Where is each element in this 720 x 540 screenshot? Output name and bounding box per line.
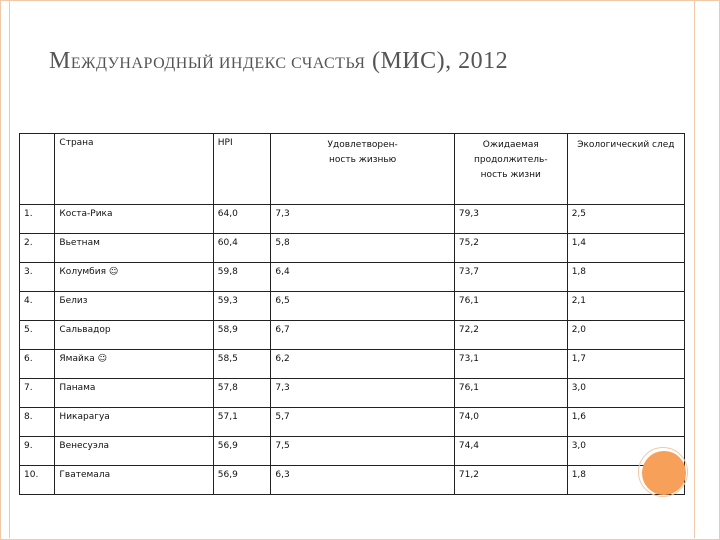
- table-row: [20, 292, 685, 321]
- header-ecological: Экологический след: [567, 134, 684, 205]
- cell-life-expectancy: 72,2: [454, 321, 567, 350]
- cell-country: Вьетнам: [55, 234, 213, 263]
- header-country: Страна: [55, 134, 213, 205]
- cell-country: Ямайка ☺: [55, 350, 213, 379]
- cell-hpi: 58,9: [213, 321, 271, 350]
- cell-num: 6.: [20, 350, 55, 379]
- cell-hpi: 59,3: [213, 292, 271, 321]
- cell-num: 10.: [20, 466, 55, 495]
- cell-ecological: 1,8: [567, 466, 684, 495]
- cell-hpi: 57,1: [213, 408, 271, 437]
- cell-satisfaction: 6,3: [271, 466, 455, 495]
- cell-ecological: 1,6: [567, 408, 684, 437]
- cell-hpi: 57,8: [213, 379, 271, 408]
- cell-life-expectancy: 74,4: [454, 437, 567, 466]
- cell-life-expectancy: 74,0: [454, 408, 567, 437]
- table-row: [20, 350, 685, 379]
- cell-hpi: 64,0: [213, 205, 271, 234]
- cell-ecological: 2,0: [567, 321, 684, 350]
- decorative-orange-circle: [642, 451, 686, 495]
- cell-life-expectancy: 76,1: [454, 379, 567, 408]
- header-life-expectancy-text: Ожидаемая продолжитель-ность жизни: [473, 140, 548, 180]
- cell-life-expectancy: 73,1: [454, 350, 567, 379]
- cell-country: Коста-Рика: [55, 205, 213, 234]
- table-row: [20, 234, 685, 263]
- cell-ecological: 3,0: [567, 437, 684, 466]
- cell-hpi: 56,9: [213, 466, 271, 495]
- slide-title: [49, 48, 669, 75]
- header-num: [20, 134, 55, 205]
- cell-ecological: 1,4: [567, 234, 684, 263]
- cell-num: 1.: [20, 205, 55, 234]
- cell-ecological: 1,8: [567, 263, 684, 292]
- cell-satisfaction: 6,4: [271, 263, 455, 292]
- table-header-row: [20, 134, 685, 205]
- cell-num: 3.: [20, 263, 55, 292]
- title-paren: (: [371, 48, 381, 74]
- title-smallcaps: ЕЖДУНАРОДНЫЙ ИНДЕКС СЧАСТЬЯ: [70, 55, 366, 72]
- table-row: [20, 263, 685, 292]
- cell-satisfaction: 6,5: [271, 292, 455, 321]
- header-satisfaction-text: Удовлетворен-ность жизнью: [327, 140, 398, 165]
- header-hpi: HPI: [213, 134, 271, 205]
- table-row: [20, 437, 685, 466]
- title-first-letter: М: [49, 48, 71, 74]
- happiness-index-table: [19, 133, 685, 495]
- table-row: [20, 408, 685, 437]
- cell-num: 9.: [20, 437, 55, 466]
- cell-country: Никарагуа: [55, 408, 213, 437]
- cell-num: 8.: [20, 408, 55, 437]
- cell-ecological: 2,5: [567, 205, 684, 234]
- table-row: [20, 205, 685, 234]
- cell-satisfaction: 6,2: [271, 350, 455, 379]
- cell-ecological: 2,1: [567, 292, 684, 321]
- table-row: [20, 466, 685, 495]
- title-tail: МИС), 2012: [380, 48, 509, 74]
- cell-satisfaction: 6,7: [271, 321, 455, 350]
- header-life-expectancy: [454, 134, 567, 205]
- cell-satisfaction: 7,5: [271, 437, 455, 466]
- cell-ecological: 1,7: [567, 350, 684, 379]
- cell-life-expectancy: 71,2: [454, 466, 567, 495]
- cell-num: 7.: [20, 379, 55, 408]
- cell-life-expectancy: 75,2: [454, 234, 567, 263]
- cell-num: 2.: [20, 234, 55, 263]
- cell-life-expectancy: 76,1: [454, 292, 567, 321]
- cell-satisfaction: 7,3: [271, 205, 455, 234]
- cell-ecological: 3,0: [567, 379, 684, 408]
- cell-satisfaction: 5,7: [271, 408, 455, 437]
- header-satisfaction: [271, 134, 455, 205]
- cell-satisfaction: 5,8: [271, 234, 455, 263]
- cell-country: Панама: [55, 379, 213, 408]
- cell-life-expectancy: 79,3: [454, 205, 567, 234]
- cell-country: Венесуэла: [55, 437, 213, 466]
- cell-hpi: 58,5: [213, 350, 271, 379]
- cell-country: Колумбия ☺: [55, 263, 213, 292]
- cell-country: Гватемала: [55, 466, 213, 495]
- cell-hpi: 56,9: [213, 437, 271, 466]
- cell-num: 4.: [20, 292, 55, 321]
- cell-country: Сальвадор: [55, 321, 213, 350]
- cell-num: 5.: [20, 321, 55, 350]
- cell-satisfaction: 7,3: [271, 379, 455, 408]
- table-row: [20, 379, 685, 408]
- cell-hpi: 60,4: [213, 234, 271, 263]
- cell-life-expectancy: 73,7: [454, 263, 567, 292]
- cell-hpi: 59,8: [213, 263, 271, 292]
- table-row: [20, 321, 685, 350]
- cell-country: Белиз: [55, 292, 213, 321]
